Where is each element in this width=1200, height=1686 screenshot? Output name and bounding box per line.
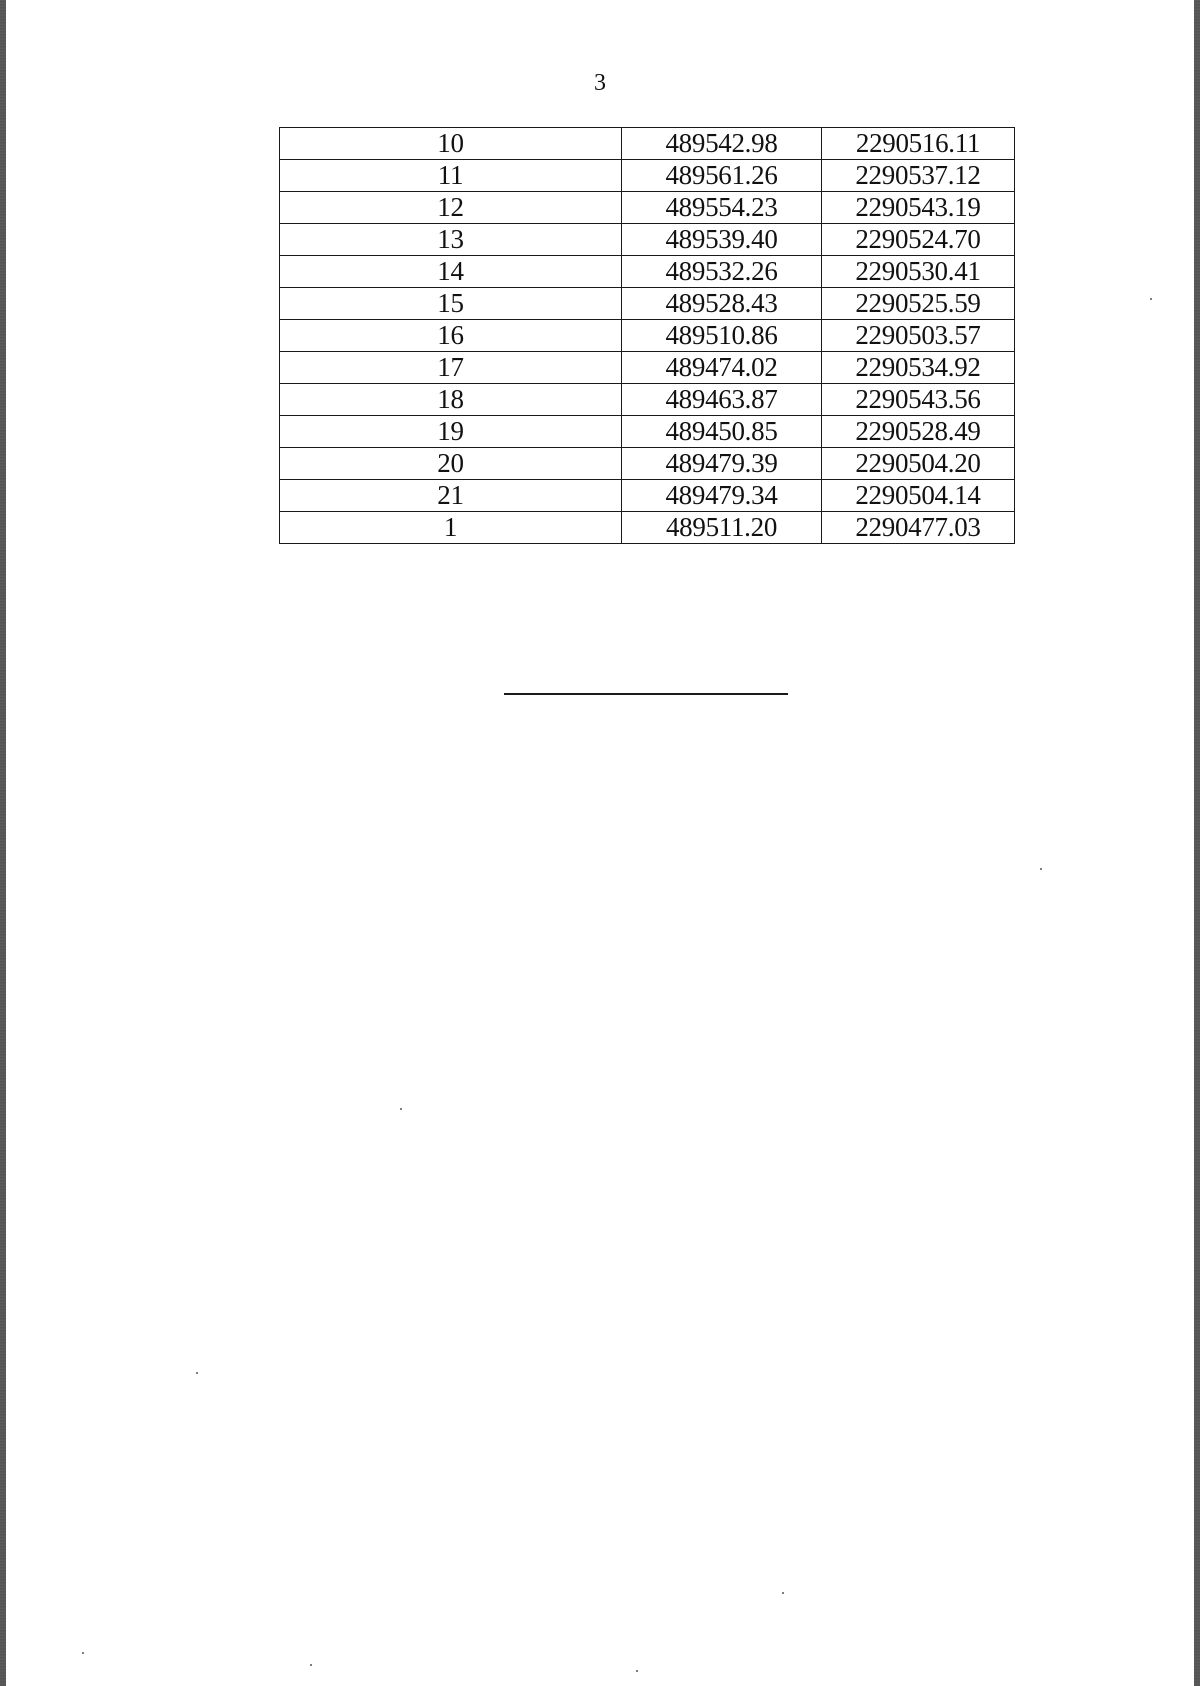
table-row: [280, 352, 1015, 384]
x-coordinate-cell: 489479.39: [622, 448, 822, 480]
scan-speck: [310, 1664, 312, 1666]
scan-speck: [636, 1670, 638, 1672]
y-coordinate-cell: 2290525.59: [822, 288, 1015, 320]
x-coordinate-cell: 489511.20: [622, 512, 822, 544]
end-of-document-rule: [504, 693, 788, 695]
table-row: [280, 512, 1015, 544]
point-number-cell: 15: [280, 288, 622, 320]
y-coordinate-cell: 2290477.03: [822, 512, 1015, 544]
table-row: [280, 480, 1015, 512]
x-coordinate-cell: 489463.87: [622, 384, 822, 416]
table-row: [280, 384, 1015, 416]
point-number-cell: 19: [280, 416, 622, 448]
scan-speck: [196, 1372, 198, 1374]
table-row: [280, 224, 1015, 256]
y-coordinate-cell: 2290530.41: [822, 256, 1015, 288]
scan-speck: [400, 1108, 402, 1110]
page-number: 3: [594, 70, 606, 96]
point-number-cell: 1: [280, 512, 622, 544]
coordinates-table: [279, 127, 1015, 544]
table-row: [280, 448, 1015, 480]
x-coordinate-cell: 489474.02: [622, 352, 822, 384]
y-coordinate-cell: 2290534.92: [822, 352, 1015, 384]
y-coordinate-cell: 2290537.12: [822, 160, 1015, 192]
scan-speck: [82, 1652, 84, 1654]
x-coordinate-cell: 489510.86: [622, 320, 822, 352]
point-number-cell: 17: [280, 352, 622, 384]
scan-speck: [782, 1592, 784, 1594]
scan-edge-left: [0, 0, 6, 1686]
table-row: [280, 320, 1015, 352]
y-coordinate-cell: 2290504.14: [822, 480, 1015, 512]
x-coordinate-cell: 489450.85: [622, 416, 822, 448]
scan-speck: [1150, 298, 1152, 300]
table-row: [280, 256, 1015, 288]
point-number-cell: 13: [280, 224, 622, 256]
point-number-cell: 12: [280, 192, 622, 224]
point-number-cell: 18: [280, 384, 622, 416]
point-number-cell: 11: [280, 160, 622, 192]
x-coordinate-cell: 489479.34: [622, 480, 822, 512]
y-coordinate-cell: 2290528.49: [822, 416, 1015, 448]
x-coordinate-cell: 489542.98: [622, 128, 822, 160]
table-row: [280, 416, 1015, 448]
table-row: [280, 160, 1015, 192]
y-coordinate-cell: 2290516.11: [822, 128, 1015, 160]
point-number-cell: 14: [280, 256, 622, 288]
point-number-cell: 20: [280, 448, 622, 480]
x-coordinate-cell: 489561.26: [622, 160, 822, 192]
y-coordinate-cell: 2290543.19: [822, 192, 1015, 224]
point-number-cell: 21: [280, 480, 622, 512]
x-coordinate-cell: 489528.43: [622, 288, 822, 320]
scan-speck: [1040, 868, 1042, 870]
table-row: [280, 192, 1015, 224]
scan-edge-right: [1194, 0, 1200, 1686]
x-coordinate-cell: 489539.40: [622, 224, 822, 256]
x-coordinate-cell: 489554.23: [622, 192, 822, 224]
y-coordinate-cell: 2290503.57: [822, 320, 1015, 352]
point-number-cell: 10: [280, 128, 622, 160]
y-coordinate-cell: 2290543.56: [822, 384, 1015, 416]
table-row: [280, 128, 1015, 160]
table-row: [280, 288, 1015, 320]
y-coordinate-cell: 2290524.70: [822, 224, 1015, 256]
x-coordinate-cell: 489532.26: [622, 256, 822, 288]
y-coordinate-cell: 2290504.20: [822, 448, 1015, 480]
point-number-cell: 16: [280, 320, 622, 352]
